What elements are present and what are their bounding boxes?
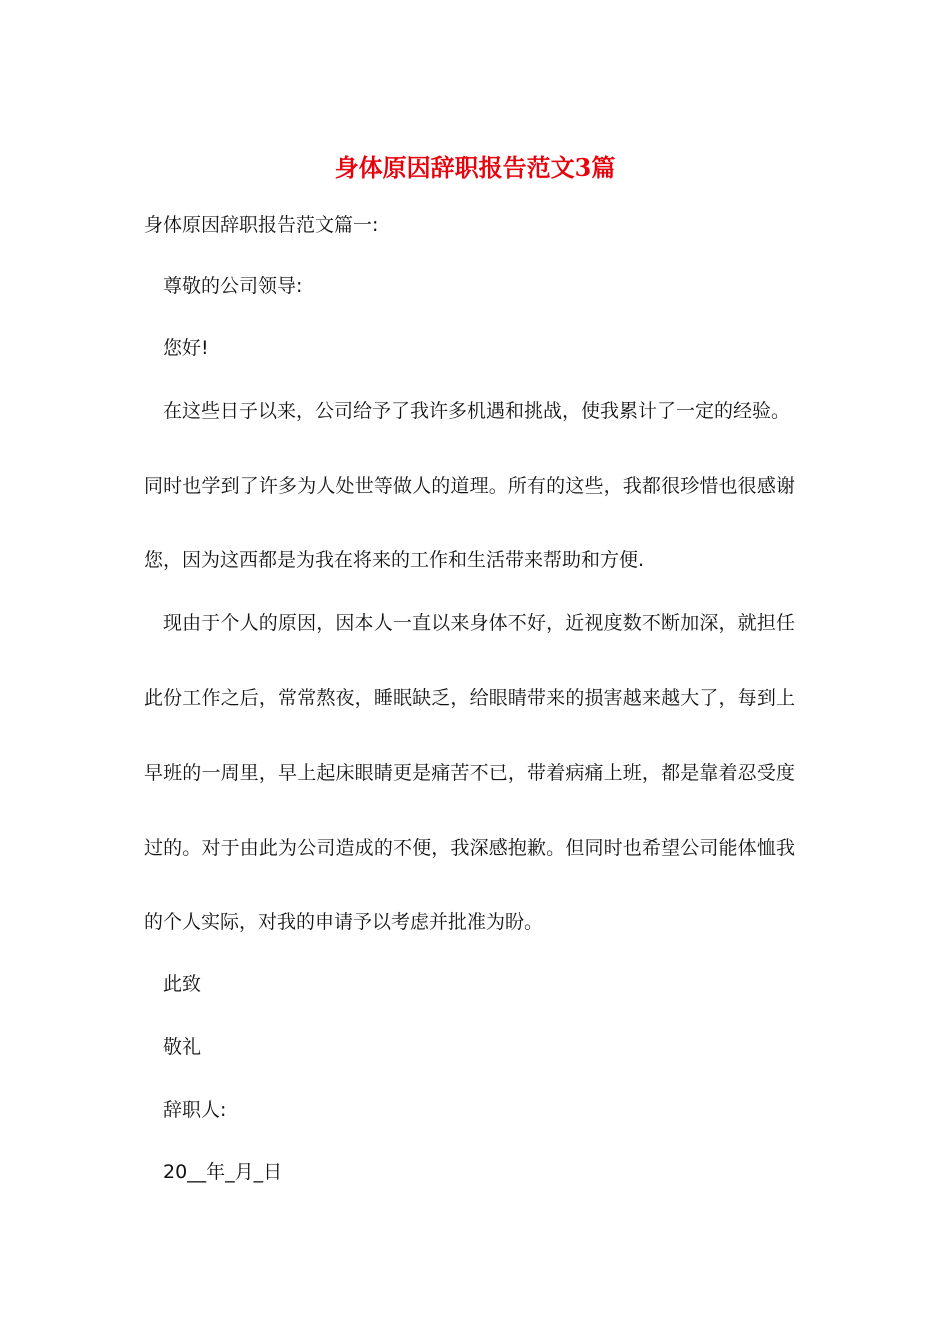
document-title: 身体原因辞职报告范文3篇 — [334, 153, 616, 182]
closing-line1: 此致 — [163, 973, 202, 995]
greeting: 您好! — [163, 337, 209, 359]
paragraph2-line1: 现由于个人的原因，因本人一直以来身体不好，近视度数不断加深，就担任 — [163, 612, 795, 634]
paragraph2-line4: 过的。对于由此为公司造成的不便，我深感抱歉。但同时也希望公司能体恤我 — [144, 837, 795, 859]
paragraph2-line3: 早班的一周里，早上起床眼睛更是痛苦不已，带着病痛上班，都是靠着忍受度 — [144, 762, 795, 784]
paragraph2-line5: 的个人实际，对我的申请予以考虑并批准为盼。 — [144, 911, 544, 933]
paragraph1-line1: 在这些日子以来，公司给予了我许多机遇和挑战，使我累计了一定的经验。 — [163, 400, 791, 422]
closing-line2: 敬礼 — [163, 1036, 202, 1058]
date-line: 20__年_月_日 — [163, 1161, 283, 1183]
signature-label: 辞职人: — [163, 1099, 227, 1121]
paragraph2-line2: 此份工作之后，常常熬夜，睡眠缺乏，给眼睛带来的损害越来越大了，每到上 — [144, 687, 795, 709]
paragraph1-line2: 同时也学到了许多为人处世等做人的道理。所有的这些，我都很珍惜也很感谢 — [144, 475, 795, 497]
salutation: 尊敬的公司领导: — [163, 275, 303, 297]
section-heading: 身体原因辞职报告范文篇一: — [144, 214, 379, 236]
paragraph1-line3: 您，因为这西都是为我在将来的工作和生活带来帮助和方便. — [144, 549, 645, 571]
